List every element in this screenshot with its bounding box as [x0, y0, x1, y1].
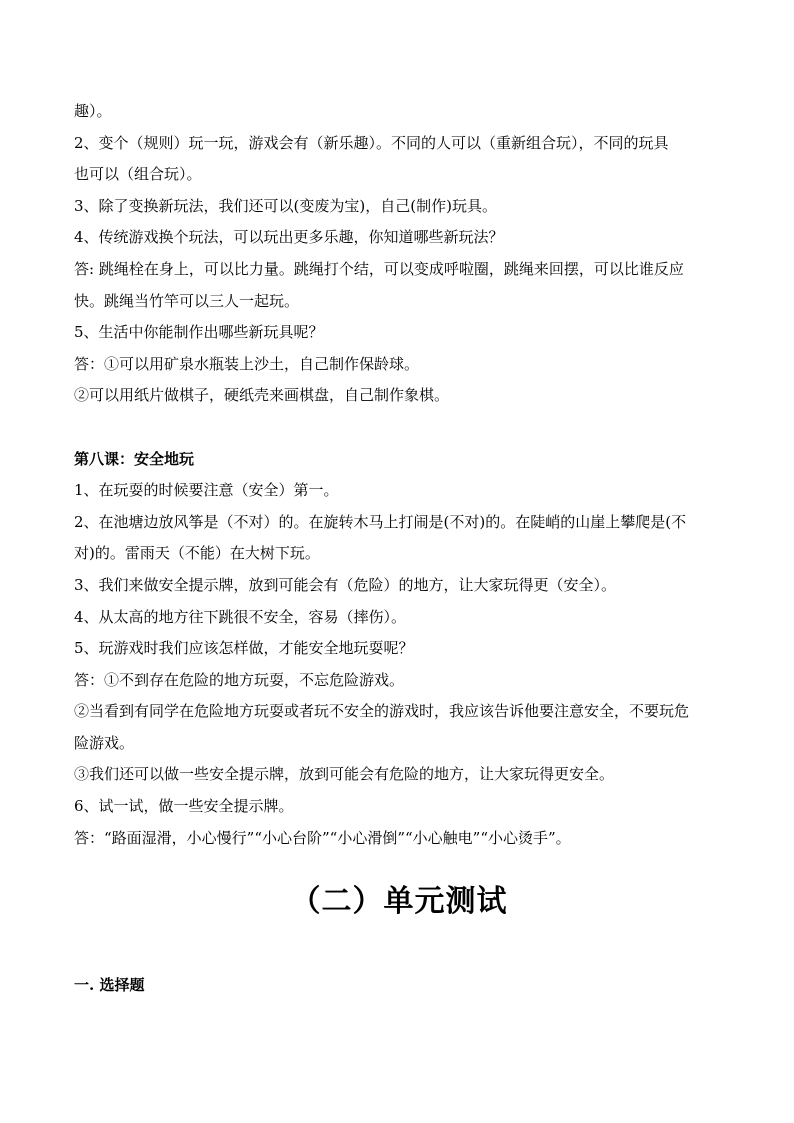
text-line: 3、除了变换新玩法，我们还可以(变废为宝)，自己(制作)玩具。 — [74, 196, 497, 215]
text-line: 趣）。 — [74, 102, 112, 120]
text-line: 2、变个（规则）玩一玩，游戏会有（新乐趣）。不同的人可以（重新组合玩），不同的玩具 — [74, 133, 669, 152]
text-line: ③我们还可以做一些安全提示牌，放到可能会有危险的地方，让大家玩得更安全。 — [74, 765, 615, 784]
unit-title: （二）单元测试 — [290, 884, 508, 920]
text-line: 答：①不到存在危险的地方玩耍，不忘危险游戏。 — [74, 670, 405, 689]
document-page — [74, 96, 724, 1002]
text-line: 对)的。雷雨天（不能）在大树下玩。 — [74, 544, 320, 563]
text-line: 险游戏。 — [74, 733, 135, 752]
text-line: ②当看到有同学在危险地方玩耍或者玩不安全的游戏时，我应该告诉他要注意安全，不要玩危 — [74, 702, 690, 721]
text-line: 答：“路面湿滑，小心慢行”“小心台阶”“小心滑倒”“小心触电”“小心烫手”。 — [74, 828, 571, 847]
spacer — [74, 412, 724, 444]
lesson8-answers — [74, 475, 724, 854]
text-line: 5、玩游戏时我们应该怎样做，才能安全地玩耍呢？ — [74, 639, 414, 658]
text-line: 3、我们来做安全提示牌，放到可能会有（危险）的地方，让大家玩得更（安全）。 — [74, 575, 617, 594]
text-line: 快。跳绳当竹竿可以三人一起玩。 — [74, 291, 300, 310]
text-line: 也可以（组合玩）。 — [74, 165, 202, 184]
text-line: 答：①可以用矿泉水瓶装上沙土，自己制作保龄球。 — [74, 354, 420, 373]
text-line: 4、从太高的地方往下跳很不安全，容易（摔伤）。 — [74, 607, 407, 626]
text-line: 5、生活中你能制作出哪些新玩具呢？ — [74, 323, 324, 342]
text-line: 6、试一试，做一些安全提示牌。 — [74, 797, 294, 816]
text-line: ②可以用纸片做棋子，硬纸壳来画棋盘，自己制作象棋。 — [74, 386, 450, 405]
text-line: 1、在玩耍的时候要注意（安全）第一。 — [74, 481, 339, 500]
section-heading: 一. 选择题 — [74, 976, 145, 995]
text-line: 2、在池塘边放风筝是（不对）的。在旋转木马上打闹是(不对)的。在陡峭的山崖上攀爬是(不 — [74, 512, 687, 531]
text-line: 4、传统游戏换个玩法，可以玩出更多乐趣，你知道哪些新玩法？ — [74, 228, 504, 247]
lesson7-answers — [74, 96, 724, 412]
lesson-heading: 第八课：安全地玩 — [74, 449, 195, 468]
text-line: 答: 跳绳栓在身上，可以比力量。跳绳打个结，可以变成呼啦圈，跳绳来回摆，可以比谁反应 — [74, 259, 684, 278]
